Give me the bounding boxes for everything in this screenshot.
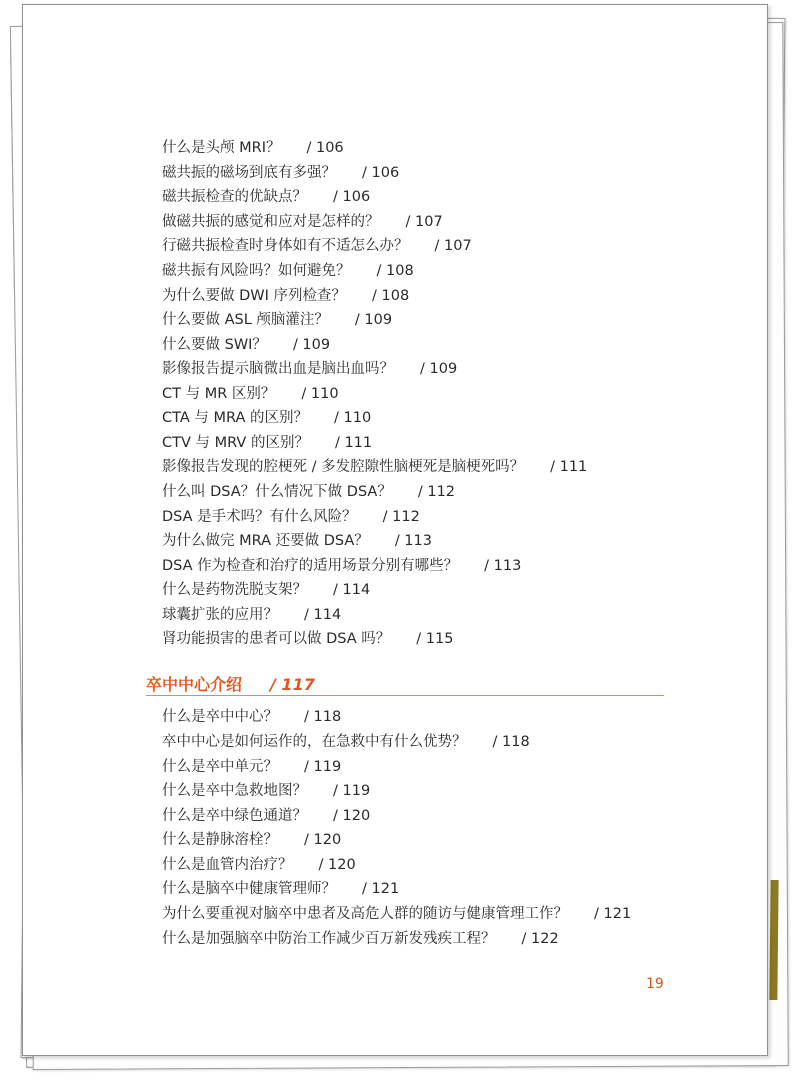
toc-entry-title: 影像报告提示脑微出血是脑出血吗？ bbox=[162, 361, 394, 377]
toc-entry-page: / 120 bbox=[304, 832, 342, 848]
toc-entry-page: / 113 bbox=[394, 533, 432, 549]
toc-entry-page: / 122 bbox=[521, 931, 559, 947]
toc-entry[interactable] bbox=[162, 409, 371, 427]
toc-entry-title: 什么是血管内治疗？ bbox=[162, 857, 293, 873]
toc-entry-title: 影像报告发现的腔梗死 / 多发腔隙性脑梗死是脑梗死吗？ bbox=[162, 459, 525, 475]
toc-entry-page: / 106 bbox=[362, 165, 400, 181]
toc-entry-title: 磁共振的磁场到底有多强？ bbox=[162, 165, 336, 181]
toc-entry[interactable] bbox=[162, 188, 370, 206]
toc-entry[interactable] bbox=[162, 139, 344, 157]
toc-entry-page: / 114 bbox=[333, 582, 371, 598]
toc-entry-page: / 113 bbox=[484, 558, 522, 574]
toc-entry[interactable] bbox=[162, 606, 341, 624]
toc-entry-page: / 112 bbox=[417, 484, 456, 500]
toc-entry[interactable] bbox=[162, 237, 472, 255]
toc-entry-title: 行磁共振检查时身体如有不适怎么办？ bbox=[162, 238, 409, 254]
toc-entry-title: 什么是卒中急救地图？ bbox=[162, 783, 307, 799]
toc-entry[interactable] bbox=[162, 311, 392, 329]
toc-entry[interactable] bbox=[162, 758, 341, 776]
toc-entry-page: / 107 bbox=[434, 238, 472, 254]
toc-entry-page: / 111 bbox=[550, 459, 588, 475]
toc-entry-title: 肾功能损害的患者可以做 DSA 吗？ bbox=[162, 631, 391, 647]
toc-entry-title: 为什么做完 MRA 还要做 DSA？ bbox=[162, 533, 369, 549]
toc-entry[interactable] bbox=[162, 733, 530, 751]
section-page: / 117 bbox=[270, 675, 315, 694]
toc-entry[interactable] bbox=[162, 581, 370, 599]
page-number: 19 bbox=[646, 976, 664, 992]
toc-entry-title: 磁共振有风险吗？如何避免？ bbox=[162, 263, 351, 279]
toc-entry-page: / 118 bbox=[492, 734, 530, 750]
toc-entry[interactable] bbox=[162, 164, 399, 182]
toc-entry-title: 什么是卒中单元？ bbox=[162, 759, 278, 775]
toc-entry-title: 卒中中心是如何运作的，在急救中有什么优势？ bbox=[162, 734, 467, 750]
toc-entry-page: / 109 bbox=[420, 361, 458, 377]
toc-entry-title: 什么是静脉溶栓？ bbox=[162, 832, 278, 848]
toc-entry-page: / 120 bbox=[333, 808, 371, 824]
toc-entry-title: CTV 与 MRV 的区别？ bbox=[162, 435, 309, 451]
toc-entry-page: / 110 bbox=[334, 410, 372, 426]
toc-entry[interactable] bbox=[162, 262, 414, 280]
section-heading[interactable] bbox=[146, 672, 315, 695]
section-title: 卒中中心介绍 bbox=[146, 675, 243, 694]
toc-entry-page: / 114 bbox=[304, 607, 342, 623]
toc-entry-page: / 108 bbox=[372, 288, 410, 304]
toc-entry-page: / 108 bbox=[376, 263, 414, 279]
toc-entry-title: 什么叫 DSA？什么情况下做 DSA？ bbox=[162, 484, 392, 500]
toc-entry[interactable] bbox=[162, 336, 330, 354]
toc-entry[interactable] bbox=[162, 508, 420, 526]
toc-entry-title: 什么是头颅 MRI？ bbox=[162, 140, 281, 156]
toc-entry[interactable] bbox=[162, 708, 341, 726]
toc-entry-title: CTA 与 MRA 的区别？ bbox=[162, 410, 309, 426]
toc-entry-title: DSA 是手术吗？有什么风险？ bbox=[162, 509, 357, 525]
toc-entry-page: / 115 bbox=[416, 631, 454, 647]
toc-entry-title: 做磁共振的感觉和应对是怎样的？ bbox=[162, 214, 380, 230]
toc-entry[interactable] bbox=[162, 630, 453, 648]
toc-entry-page: / 106 bbox=[306, 140, 344, 156]
toc-entry[interactable] bbox=[162, 360, 457, 378]
toc-entry-page: / 109 bbox=[354, 312, 393, 328]
toc-entry-title: 为什么要重视对脑卒中患者及高危人群的随访与健康管理工作？ bbox=[162, 906, 568, 922]
toc-entry-title: 什么是药物洗脱支架？ bbox=[162, 582, 307, 598]
toc-entry-title: DSA 作为检查和治疗的适用场景分别有哪些？ bbox=[162, 558, 459, 574]
toc-entry-page: / 109 bbox=[292, 337, 331, 353]
toc-entry-page: / 120 bbox=[318, 857, 356, 873]
toc-entry-page: / 121 bbox=[594, 906, 632, 922]
book-edge-olive bbox=[769, 880, 778, 1000]
toc-entry[interactable] bbox=[162, 831, 341, 849]
toc-entry-page: / 121 bbox=[362, 881, 400, 897]
toc-entry[interactable] bbox=[162, 483, 455, 501]
toc-entry-title: 什么是卒中中心？ bbox=[162, 709, 278, 725]
toc-entry-page: / 111 bbox=[334, 435, 373, 451]
toc-entry-title: 什么是加强脑卒中防治工作减少百万新发残疾工程？ bbox=[162, 931, 496, 947]
toc-entry-page: / 106 bbox=[333, 189, 371, 205]
toc-entry[interactable] bbox=[162, 213, 443, 231]
toc-entry[interactable] bbox=[162, 458, 587, 476]
toc-entry[interactable] bbox=[162, 807, 370, 825]
toc-entry[interactable] bbox=[162, 532, 432, 550]
toc-entry-title: 球囊扩张的应用？ bbox=[162, 607, 278, 623]
toc-entry-title: 什么是卒中绿色通道？ bbox=[162, 808, 307, 824]
toc-entry-page: / 119 bbox=[304, 759, 342, 775]
toc-entry[interactable] bbox=[162, 782, 370, 800]
toc-entry[interactable] bbox=[162, 905, 631, 923]
toc-entry-page: / 119 bbox=[333, 783, 371, 799]
toc-entry[interactable] bbox=[162, 557, 521, 575]
toc-entry-title: 什么要做 SWI？ bbox=[162, 337, 267, 353]
toc-entry-title: CT 与 MR 区别？ bbox=[162, 386, 276, 402]
toc-entry[interactable] bbox=[162, 856, 356, 874]
toc-entry-title: 什么要做 ASL 颅脑灌注？ bbox=[162, 312, 329, 328]
section-divider bbox=[146, 695, 664, 696]
toc-entry-title: 为什么要做 DWI 序列检查？ bbox=[162, 288, 346, 304]
toc-entry[interactable] bbox=[162, 880, 399, 898]
document-page bbox=[22, 4, 768, 1056]
toc-entry-page: / 118 bbox=[304, 709, 342, 725]
toc-entry[interactable] bbox=[162, 930, 559, 948]
toc-entry-page: / 110 bbox=[301, 386, 339, 402]
toc-entry[interactable] bbox=[162, 287, 409, 305]
toc-entry[interactable] bbox=[162, 434, 372, 452]
toc-entry-page: / 112 bbox=[382, 509, 420, 525]
toc-entry-page: / 107 bbox=[405, 214, 443, 230]
toc-entry-title: 什么是脑卒中健康管理师？ bbox=[162, 881, 336, 897]
toc-entry[interactable] bbox=[162, 385, 339, 403]
toc-entry-title: 磁共振检查的优缺点？ bbox=[162, 189, 307, 205]
